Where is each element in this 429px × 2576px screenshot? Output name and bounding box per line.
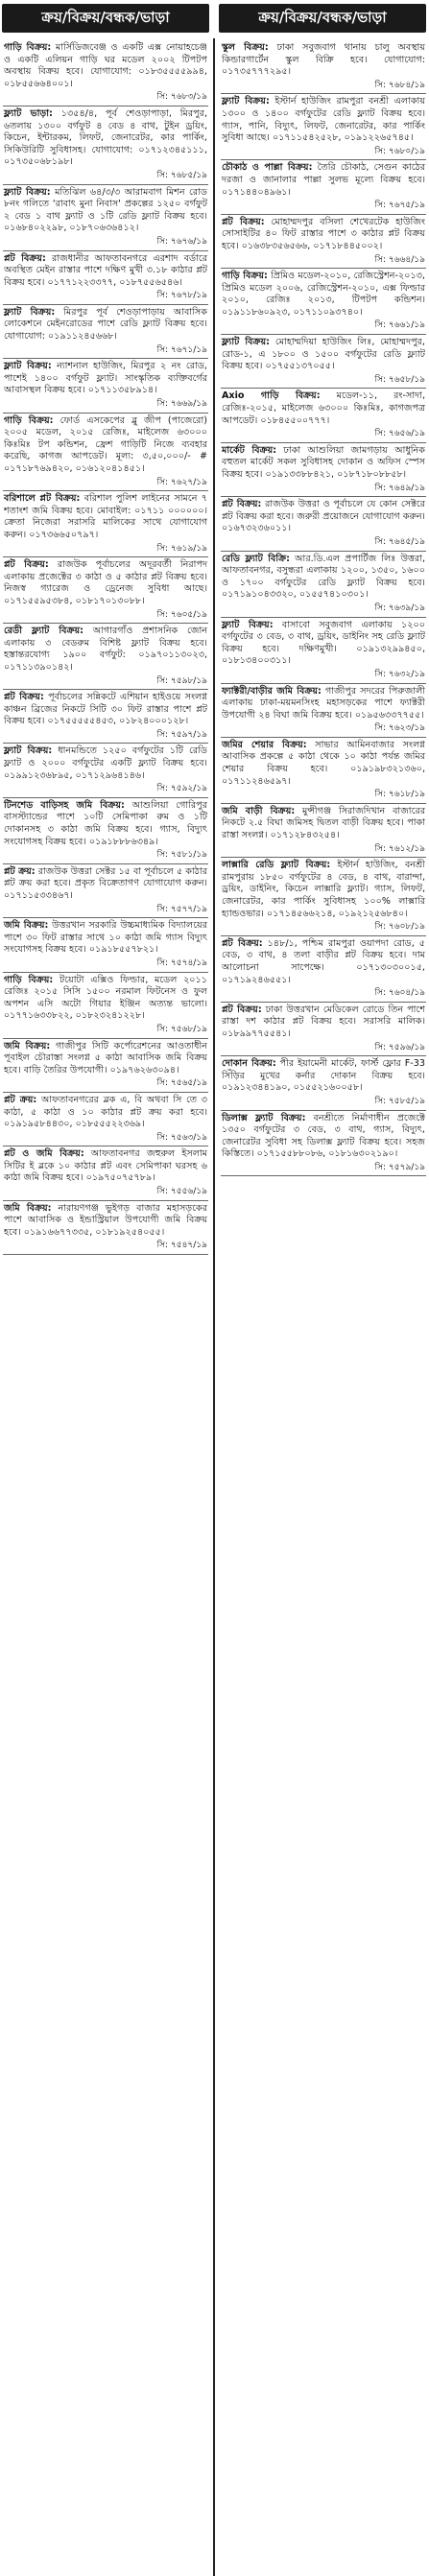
ad-title: লাক্সারি রেডি ফ্ল্যাট বিক্রয়: [222,860,331,871]
ad-body: মার্সিডিজবেঞ্জ ও একটি এক্স নোয়াহচেঞ্জ ও একটি এলিয়ন গাড়ি ঘর মডেল ২০০২ টিপটপ অবস্থায় বিক্রয় হবে। যোগাযোগ: ০১৮৩৫৫৫৫৯৯৪, ০১৮৫৫৬৬৪০০১। [4,42,207,89]
classified-ad [3,864,208,918]
ad-body: পীর ইয়ামেনী মার্কেট, ফার্স্ট ফ্লোর F-33 সিঁড়ির মুখের কর্নার দোকান বিক্রয় হবে। ০১৯১২৩৪৪১৯০, ০১৫৫২১৬০০৫৮। [222,1058,425,1094]
ad-title: গাড়ি বিক্রয়: [222,271,268,282]
ad-title: রেডি ফ্ল্যাট বিক্রি: [222,553,290,564]
ad-body: বরিশাল পুলিশ লাইনের সামনে ৭ শতাংশ জমি বিক্রয় হবে। মোবাইল: ০১৭১১ ০০০০০০। ক্রেতা নিজেরা সরাসরি মালিকের সাথে যোগাযোগ করুন। ০১৭৩৬৬৫০৭৯৭। [4,493,208,540]
ad-code: সি: ৭৬১৯/১৯ [156,543,207,554]
ad-body: টয়োটা এক্সিও ফিল্ডার, মডেল ২০১১ রেজিঃ ২০১৫ সিসি ১৫০০ নরমাল ফিটনেস ও ফুল অপশন এসি অটো গিয়ার ইঞ্জিন অত্যন্ত ভালো। ০১৭৭১৬৩৩৮২২, ০১৮২৩২৪১২২৮। [4,974,207,1022]
classified-ad [221,389,426,442]
ad-code: সি: ৭৬৮৩/১৯ [156,92,207,103]
ad-code: সি: ৭৬৩২/১৯ [374,669,425,679]
ad-body: আর.ডি.এল প্রপার্টিজ লিঃ উত্তরা, আফতাবনগর, বসুন্ধরা এলাকায় ১২০০, ১৩৫০, ১৬০০ ও ১৭০০ বর্গফুটের রেডি ফ্ল্যাট বিক্রয় হবে। ০১৭১৯১০৪৩৩২০, ০১৫৫৭৪১০৩০১। [222,553,425,601]
ad-code: সি: ৭৬৭৬/১৯ [156,236,207,247]
ad-title: স্কুল বিক্রয়: [222,42,269,53]
ad-code: সি: ৭৬০৪/১৯ [374,988,425,999]
right-ad-column [221,40,426,2574]
page-header [0,0,429,38]
ad-body: রাজউক পূর্বাচলের অদূরবর্তী নিরাপদ এলাকায় প্রজেক্টের ৩ কাঠা ও ৫ কাঠার প্লট বিক্রয় হবে। নিজস্ব গ্যারেজ ও ড্রেনেজ সুবিধা আছে। ০১৭১৫৫৯৫৩৮৪, ০১৮১৭০১৩০৮৮। [4,559,207,606]
ad-body: ঢাকা সবুজবাগ থানায় চালু অবস্থায় কিন্ডারগার্টেন স্কুল বিক্রি হবে। যোগাযোগ: ০১৭৩৫৭৭৭২৯৫। [222,42,425,78]
ad-title: ফ্ল্যাট বিক্রয়: [4,306,56,318]
classified-ad [221,40,426,94]
ad-code: সি: ৭৬৭১/১৯ [156,344,207,355]
ad-title: ফ্ল্যাট বিক্রয়: [4,361,52,372]
ad-code: সি: ৭৬২৭/১৯ [156,477,207,487]
ad-title: প্লট বিক্রয়: [222,937,263,949]
ad-title: দোকান বিক্রয়: [222,1058,276,1070]
ad-code: সি: ৭৫৮১/১৯ [156,850,207,861]
ad-code: সি: ৭৬৬৪/১৯ [374,254,425,265]
ad-body: ঢাকা আশুলিয়া জামগড়ায় আধুনিক বহুতল মার্কেট সকল সুবিধাসহ দোকান ও অফিস স্পেস বিক্রয় হবে। ০১৯১৩৩৮৮৪২১, ০১৮৭১৮০৮৮৫৮। [222,444,425,480]
ad-body: মুন্সীগঞ্জ সিরাজদিখান বাজারের নিকটে ২.৫ বিঘা জমিসহ দ্বিতল বাড়ী বিক্রয় হবে। পাকা রাস্তা সংলগ্ন। ০১৭১২৮৪৩২৫৪। [222,805,425,841]
classified-ad [221,738,426,804]
ad-code: সি: ৭৫৯২/১৯ [156,784,207,794]
ad-title: প্লট ক্রয়: [4,1094,37,1105]
classified-ad [221,684,426,738]
ad-title: প্লট বিক্রয়: [4,559,49,571]
ad-title: জমি বিক্রয়: [4,1040,51,1052]
classified-ad [221,497,426,551]
ad-body: ১৪৮/১, পশ্চিম রামপুরা ওয়াপদা রোড, ৫ বেড, ৩ বাথ, ৪ তলা বাড়ীর প্লট বিক্রয় হবে। দাম আলোচনা সাপেক্ষে। ০১৭১৩০৩০০১৫, ০১৭১৯২৪৬৫৫১। [222,937,425,985]
ad-body: রাজউক উত্তরা ও পূর্বাচলে যে কোন সেক্টরে প্লট বিক্রয় করা হবে। জরুরী প্রয়োজনে যোগাযোগ করুন। ০১৬৭৩২৩৬০১১। [222,499,425,534]
ad-code: সি: ৭৫৮৫/১৯ [374,1096,425,1106]
classified-ad [3,557,208,624]
right-section-title: ক্রয়/বিক্রয়/বন্ধক/ভাড়া [219,4,426,33]
ad-title: জমি বাড়ী বিক্রয়: [222,805,296,816]
ad-code: সি: ৭৫৭৭/১৯ [156,904,207,914]
left-section-title: ক্রয়/বিক্রয়/বন্ধক/ভাড়া [2,4,209,33]
ad-title: মার্কেট বিক্রয়: [222,444,277,456]
classified-ad [221,335,426,389]
ad-code: সি: ৭৫৬৮/১৯ [156,1024,207,1034]
classified-ad [3,1093,208,1146]
ad-title: চৌকাঠ ও পাল্লা বিক্রয়: [222,162,313,174]
ad-body: সাভার আমিনবাজার সংলগ্ন আবাসিক প্রকল্পে ৫ কাঠা থেকে ১০ কাঠা পর্যন্ত জমির শেয়ার বিক্রয় হবে। ০১৯১৯৮৩২১৩৬০, ০১৭১১২৪৬৫৯৭। [222,739,425,787]
ad-title: গাড়ি বিক্রয়: [4,974,54,985]
ad-title: গাড়ি বিক্রয়: [4,42,52,53]
classified-ad [3,1146,208,1200]
classified-ad [221,618,426,684]
ad-title: বরিশালে প্লট বিক্রয়: [4,493,81,505]
ad-body: মডেল-১১, রং-সাদা, রেজিঃ-২০১৫, মাইলেজ ৬৩০০০ কিঃমিঃ, কাগজপত্র আপডেট। ০১৮৪৫৫০০৭৭৭। [222,390,425,426]
ad-title: রেডী ফ্ল্যাট বিক্রয়: [4,626,83,637]
classified-ad [221,160,426,214]
ad-code: সি: ৭৫৪৭/১৯ [156,1241,207,1251]
classified-ad [3,251,208,305]
ad-code: সি: ৭৫৭৪/১৯ [156,957,207,968]
classified-ad [3,305,208,359]
ad-title: ফ্ল্যাট বিক্রয়: [222,96,270,107]
ad-code: সি: ৭৬৬৯/১৯ [156,399,207,410]
ad-body: আশুলিয়া গোরিপুর বাসস্ট্যান্ডের পাশে ১০টি সেমিপাকা রুম ও ১টি দোকানসহ ৩ কাঠা জমি বিক্রয় হবে। গ্যাস, বিদ্যুৎ সংযোগসহ বিক্রয় হবে। ০১৯১৮৮৮৬৩৪৯। [4,799,207,847]
ad-code: সি: ৭৫৬৩/১৯ [156,1132,207,1143]
ad-code: সি: ৭৫৬৫/১৯ [156,1078,207,1089]
classified-ad [3,744,208,797]
ad-title: Axio গাড়ি বিক্রয়: [222,390,321,402]
ad-body: নারায়ণগঞ্জ ভুইগড় বাজার মহাসড়কের পাশে আবাসিক ও ইন্ডাস্ট্রিয়াল উপযোগী জমি বিক্রয় হবে। ০১৯১৬৬৭৭৩৩৫, ০১৮১৯২৫৪০৫৫। [4,1202,207,1238]
classified-ad [3,973,208,1039]
ad-body: তৈরি চৌকাঠ, সেগুন কাঠের দরজা ও জানালার পাল্লা সুলভ মূল্যে বিক্রয় হবে। ০১৭১৪৪০৪৯৬১। [222,162,425,198]
ad-body: রাজধানীর আফতাবনগরে এরশাদ বর্ডারে অবস্থিত মেইন রাস্তার পাশে দক্ষিণ মুখী ৩.১৮ কাঠার প্লট বিক্রয় হবে। ০১৭৭১২২৩৩৭৭, ০১৮৭৫৫৬৫৪৬। [4,252,207,288]
column-divider [213,38,215,2576]
ad-title: ডিলাক্স ফ্ল্যাট বিক্রয়: [222,1112,306,1123]
ad-body: মোহাম্মদিয়া হাউজিং লিঃ, মোহাম্মদপুর, রোড-১, এ ১৮০০ ও ১৫০০ বর্গফুটের রেডি ফ্ল্যাট বিক্রয় হবে। ০১৭৫৫১৩৭০৫৫। [222,337,425,372]
ad-code: সি: ৭৬৪৫/১৯ [374,536,425,547]
classified-ad [221,804,426,858]
ad-body: ন্যাশনাল হাউজিং, মিরপুর ২ নং রোড, পাশেই ১৪০০ বর্গফুট ফ্ল্যাট। সাংস্কৃতিক ব্যক্তিবর্গের আবাসস্থল বিক্রয় হবে। ০১৭১১৩৫৮৯১৪। [4,361,207,396]
classified-ad [3,918,208,972]
ad-body: আগারগাঁও প্রশাসনিক জোন এলাকায় ৩ বেডরুম বিশিষ্ট ফ্ল্যাট বিক্রয় হবে। হস্তান্তরযোগ্য ১৯০০ বর্গফুট: ০১৯৭০১১৩০২৩, ০১৭১১৩৯০১৪২। [4,626,207,673]
classified-ad [221,443,426,497]
classified-ad [3,690,208,744]
classified-ad [221,552,426,618]
ad-code: সি: ৭৬৪৯/১৯ [374,483,425,493]
ad-code: সি: ৭৬১৮/১৯ [374,790,425,800]
ad-title: ফ্ল্যাট বিক্রয়: [222,337,271,348]
ad-title: প্লট বিক্রয়: [222,216,265,227]
classified-ad [3,185,208,251]
classified-ad [3,1039,208,1093]
ad-body: রাজউক উত্তরা সেক্টর ১৫ বা পূর্বাচলে ৫ কাঠার প্লট ক্রয় করা হবে। প্রকৃত বিক্রেতাগণ যোগাযোগ করুন। ০১৭১১৫৩৩৪৬৭। [4,865,207,901]
ad-code: সি: ৭৬৮৫/১৯ [156,170,207,180]
ad-code: সি: ৭৬৭৫/১৯ [374,201,425,211]
classified-ad [3,1201,208,1255]
classified-ad [3,40,208,106]
classified-ad [221,858,426,936]
ad-code: সি: ৭৫৯৭/১৯ [156,729,207,740]
ad-body: মোহাম্মদপুর বসিলা শেখেরটেক হাউজিং সোসাইটির ৪০ ফিট রাস্তার পাশে ৩ কাঠার প্লট বিক্রয় হবে। ০১৬৩৮৩৫৬৫৬৬, ০১৭১৮৪৪৫০০২। [222,216,425,251]
classified-ad [3,359,208,413]
ad-body: গাজীপুর সদরের পিরুজালী এলাকায় ঢাকা-ময়মনসিংহ মহাসড়কের পাশে ফ্যাক্টরী উপযোগী ২৪ বিঘা জমি বিক্রয় হবে। ০১৯৫৬৩৩৭৭৫৫। [222,685,426,721]
ad-body: উত্তরখান সরকারি উচ্চমাধ্যমিক বিদ্যালয়ের পাশে ৩০ ফিট রাস্তার সাথে ১০ কাঠা জমি গ্যাস বিদ্যুৎ সংযোগসহ বিক্রয় হবে। ০১৯১৮৫৫৭৮২১। [4,920,207,956]
ad-code: সি: ৭৬২৩/১৯ [374,723,425,734]
ad-code: সি: ৭৬৫৮/১৯ [374,374,425,385]
ad-body: আফতাবনগর জহুরুল ইসলাম সিটির ই ব্লকে ১০ কাঠার প্লট এবং সেমিপাকা ঘরসহ ৬ কাঠা জমি বিক্রয় হবে। ০১৯৭৫০৭৫৭৮৯। [4,1148,208,1184]
ad-body: ফোর্ড এসকেপের ব্লু জীপ (পাজেরো) ২০০৫ মডেল, ২০১৫ রেজিঃ, মাইলেজ ৬৩০০০ কিঃমিঃ টপ কন্ডিশন, ফ্রেশ গাড়িটি নিজে ব্যবহার করেছি, কাগজ আপডেট। মূল্য: ৩,৫০,০০০/- # ০১৭১৮৭৬৯৪২০, ০১৬১২০৪১৪৫১। [4,414,207,474]
classified-ad [3,798,208,864]
ad-code: সি: ৭৫৭৯/১৯ [374,1162,425,1172]
classified-ad [221,1111,426,1177]
ad-title: গাড়ি বিক্রয়: [4,414,54,426]
classified-ad [221,269,426,335]
classified-ad [221,215,426,269]
ad-body: পূর্বাচলের সন্নিকটে এশিয়ান হাইওয়ে সংলগ্ন কাঞ্চন ব্রিজের নিকটে সিটি ৩০ ফিট রাস্তার পাশে প্লট বিক্রয় হবে। ০১৭৫৫৫৫৫৪৫৩, ০১৮২৪০০০১২৮। [4,692,207,727]
ad-body: মিরপুর পূর্ব শেওড়াপাড়ায় আবাসিক লোকেশনে মেইনরোডের পাশে রেডি ফ্ল্যাট বিক্রয় হবে। যোগাযোগ: ০১৯১১২৪৫৬৬৮। [4,306,207,343]
ad-title: ফ্ল্যাট বিক্রয়: [4,186,51,198]
ad-code: সি: ৭৬৮৪/১৯ [374,80,425,90]
ad-body: ইস্টার্ন হাউজিং, বনশ্রী রামপুরায় ১৮৫০ বর্গফুটের ৪ বেড, ৪ বাথ, বারান্দা, ড্রয়িং, ডাইনিং, কিচেন লাক্সারি ফ্ল্যাট। গ্যাস, লিফট, জেনারেটর, কার পার্কিং সুবিধাসহ ১০০% লাক্সারি হ্যান্ডওভার। ০১৭১৪৫৬৬২১৪, ০১৯২১২৫৬৮৪০। [222,860,425,919]
ad-title: প্লট বিক্রয়: [222,1004,262,1015]
classified-ad [3,491,208,557]
ad-body: ইস্টার্ন হাউজিং রামপুরা বনশ্রী এলাকায় ১৩০০ ও ১৪০০ বর্গফুটের রেডি ফ্ল্যাট বিক্রয় হবে। গ্যাস, পানি, বিদ্যুৎ, লিফট, জেনারেটর, কার পার্কিং সুবিধা আছে। ০১৭১১৫৪২৫২৮, ০১৯১২২৬৫৭৪৫। [222,96,425,144]
ad-code: সি: ৭৬৫৬/১৯ [374,429,425,439]
ad-body: আফতাবনগরের ব্লক এ, বি অথবা সি তে ৩ কাঠা, ৫ কাঠা ও ১০ কাঠার প্লট ক্রয় করা হবে। ০১৯১৯৫৮৪৪৩০, ০১৮৫৫৫২২৩৬৯। [4,1094,207,1130]
ad-body: বাসাবো সবুজবাগ এলাকায় ১২০০ বর্গফুটের ৩ বেড, ৩ বাথ, ড্রয়িং, ডাইনিং সহ রেডি ফ্ল্যাট বিক্রয় হবে। দক্ষিণমুখী। ০১৯১৩২৯৯৪৫০, ০১৮১৩৪০০৩১১। [222,619,425,667]
ad-body: ঢাকা উত্তরখান মেডিকেল রোডে তিন পাশে রাস্তা দশ কাঠার প্লট বিক্রয় হবে। সরাসরি মালিক। ০১৮৯৯৭৭৫৫৪১। [222,1004,425,1039]
ad-title: জমির শেয়ার বিক্রয়: [222,739,307,750]
ad-code: সি: ৭৫৫৬/১৯ [156,1187,207,1197]
classified-ad [221,1056,426,1110]
ad-body: বনশ্রীতে নির্মাণাধীন প্রজেক্টে ১৩৫০ বর্গফুটের ৩ বেড, ৩ বাথ, গ্যাস, বিদ্যুৎ, জেনারেটর সুবিধা সহ ডিলাক্স ফ্ল্যাট বিক্রয় হবে। সহজ কিস্তিতে। ০১৭১৫৫৮৮০৮৬, ০১৮১৬৩০২১৯০। [222,1112,425,1160]
ad-title: প্লট ক্রয়: [4,865,36,877]
ad-code: সি: ৭৬৭৮/১৯ [156,291,207,301]
ad-title: ফ্ল্যাট বিক্রয়: [222,619,274,630]
ad-code: সি: ৭৬৬১/১৯ [374,320,425,331]
ad-title: প্লট বিক্রয়: [222,499,262,510]
ad-code: সি: ৭৫৯৬/১৯ [374,1042,425,1052]
ad-code: সি: ৭৬০৮/১৯ [374,922,425,933]
ad-title: ফ্ল্যাট ভাড়া: [4,107,53,119]
ad-code: সি: ৭৫৯৮/১৯ [156,675,207,686]
ad-code: সি: ৭৬১২/১৯ [374,843,425,854]
ad-title: জমি বিক্রয়: [4,920,49,932]
classified-ad [3,624,208,690]
classified-ad [221,94,426,160]
ad-title: ফ্ল্যাট বিক্রয়: [4,745,53,757]
ad-title: প্লট বিক্রয়: [4,252,46,264]
classified-ad [3,106,208,185]
ad-title: প্লট বিক্রয়: [4,692,44,703]
classified-ad [221,1003,426,1056]
ad-title: টিনশেড বাড়িসহ জমি বিক্রয়: [4,799,125,811]
ad-body: ১৩৫৪/৪, পূর্ব শেওড়াপাড়া, মিরপুর, ৬তলায় ১৩০০ বর্গফুট ৪ বেড ৪ বাথ, টুইন ড্রয়িং, কিচেন, ইন্টারকম, লিফট, জেনারেটর, কার পার্কিং, সিকিউরিটি সুবিধাসহ। যোগাযোগ: ০১৭১২৩৪৫১১১, ০১৭৩৫০৬৮১৯৮। [4,107,207,168]
ad-code: সি: ৭৬৩৯/১৯ [374,603,425,613]
left-ad-column [3,40,208,2574]
ad-code: সি: ৭৬০৫/১৯ [156,609,207,620]
ad-body: মতিঝিল ৬৪/৩/৩ আরামবাগ মিশন রোড ৮নং গলিতে 'রাবাৎ মুনা নিবাস' প্রকল্পের ১২৫০ বর্গফুট ২ বেড ১ বাথ ফ্ল্যাট ও ১টি রেডি ফ্ল্যাট বিক্রয় হবে। ০১৬৮৪০২২৯৮, ০১৮৭০৬৩৬৪১২। [4,186,207,234]
ad-body: গাজীপুর সিটি কর্পোরেশনের আওতাধীন পূবাইল চৌরাস্তা সংলগ্ন ৫ কাঠা আবাসিক জমি বিক্রয় হবে। বাড়ি তৈরির উপযোগী। ০১৯৭৬২৬৩০৯৪। [4,1040,207,1075]
ad-title: প্লট ও জমি বিক্রয়: [4,1148,84,1160]
ad-code: সি: ৭৬৮০/১৯ [374,146,425,156]
ad-body: প্রিমিও মডেল-২০১০, রেজিস্ট্রেশন-২০১৩, প্রিমিও মডেল ২০০৬, রেজিস্ট্রেশন-২০১০, এক্স ফিল্ডার ২০১০, রেজিঃ ২০১৩, টিপটপ কন্ডিশন। ০১৯১১৮৬০৯২৩, ০১৭১১০৯৩৭৪০। [222,271,425,318]
ad-title: জমি বিক্রয়: [4,1202,52,1214]
classified-ad [221,936,426,1003]
classified-ad [3,414,208,492]
ad-title: ফ্যাক্টরী/বাড়ীর জমি বিক্রয়: [222,685,322,697]
ad-body: ধানমন্ডিতে ১২৫০ বর্গফুটের ১টি রেডি ফ্ল্যাট ও ২০০০ বর্গফুটের একটি ফ্ল্যাট বিক্রয় হবে। ০১৯৯১২৩৬৮৯৫, ০১৭১২৯৬৪১৪৬। [4,745,207,781]
